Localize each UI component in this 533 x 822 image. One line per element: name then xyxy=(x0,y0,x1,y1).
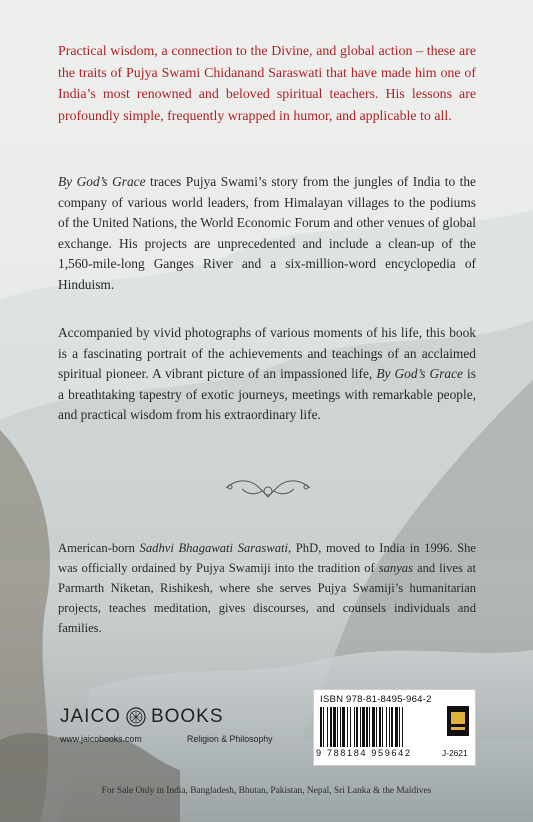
barcode-panel xyxy=(313,689,476,766)
publisher-seal-icon xyxy=(126,707,146,727)
barcode-digits: 9 788184 959642 xyxy=(316,748,412,758)
author-bio-mid: , PhD, moved to India in 1996. She was officially ordained by Pujya Swamiji into the tradition of xyxy=(58,541,477,575)
ornament-divider-icon xyxy=(222,471,314,505)
publisher-logo xyxy=(60,706,224,728)
summary-text-start: Accompanied by vivid photographs of various moments of his life, this book is a fascinating portrait of the achievements and teachings of an acclaimed spiritual pioneer. A vibrant picture of an impassioned life, xyxy=(58,325,476,382)
summary-paragraph xyxy=(58,323,476,426)
publisher-name-left: JAICO xyxy=(60,706,121,727)
author-bio xyxy=(58,538,476,638)
book-title: By God’s Grace xyxy=(376,366,463,382)
barcode-icon xyxy=(320,707,435,747)
sale-territory-note: For Sale Only in India, Bangladesh, Bhutan, Pakistan, Nepal, Sri Lanka & the Maldives xyxy=(101,786,432,796)
book-title: By God’s Grace xyxy=(58,174,146,189)
isbn-label: ISBN 978-81-8495-964-2 xyxy=(320,694,432,705)
author-name: Sadhvi Bhagawati Saraswati xyxy=(139,541,289,555)
story-text: traces Pujya Swami’s story from the jungles of India to the company of various world leaders, from Himalayan villages to the podiums of the United Nations, the World Economic Forum and other venues of global exchange. His projects are unprecedented and include a clean-up of the 1,560-mile-long Ganges River and a six-million-word encyclopedia of Hinduism. xyxy=(58,174,476,292)
publisher-name-right: BOOKS xyxy=(150,706,224,727)
publisher-website: www.jaicobooks.com xyxy=(60,734,142,744)
story-paragraph xyxy=(58,172,476,296)
author-bio-rest: and lives at Parmarth Niketan, Rishikesh, where she serves Pujya Swamiji’s humanitarian projects, teaches meditation, gives discourses, and counsels individuals and families. xyxy=(58,561,476,635)
summary-text-end: is a breathtaking tapestry of exotic journeys, meetings with remarkable people, and practical wisdom from his extraordinary life. xyxy=(58,366,476,423)
price-code: J-2621 xyxy=(442,748,468,758)
book-category: Religion & Philosophy xyxy=(187,734,273,744)
price-badge-icon xyxy=(447,706,469,736)
intro-paragraph: Practical wisdom, a connection to the Divine, and global action – these are the traits of Pujya Swami Chidanand Saraswati that have made him one of India’s most renowned and beloved spiritual teachers. His lessons are profoundly simple, frequently wrapped in humor, and applicable to all. xyxy=(58,44,476,124)
author-bio-lead: American-born xyxy=(58,541,140,555)
author-term: sanyas xyxy=(378,561,413,575)
publisher-block xyxy=(60,704,300,764)
